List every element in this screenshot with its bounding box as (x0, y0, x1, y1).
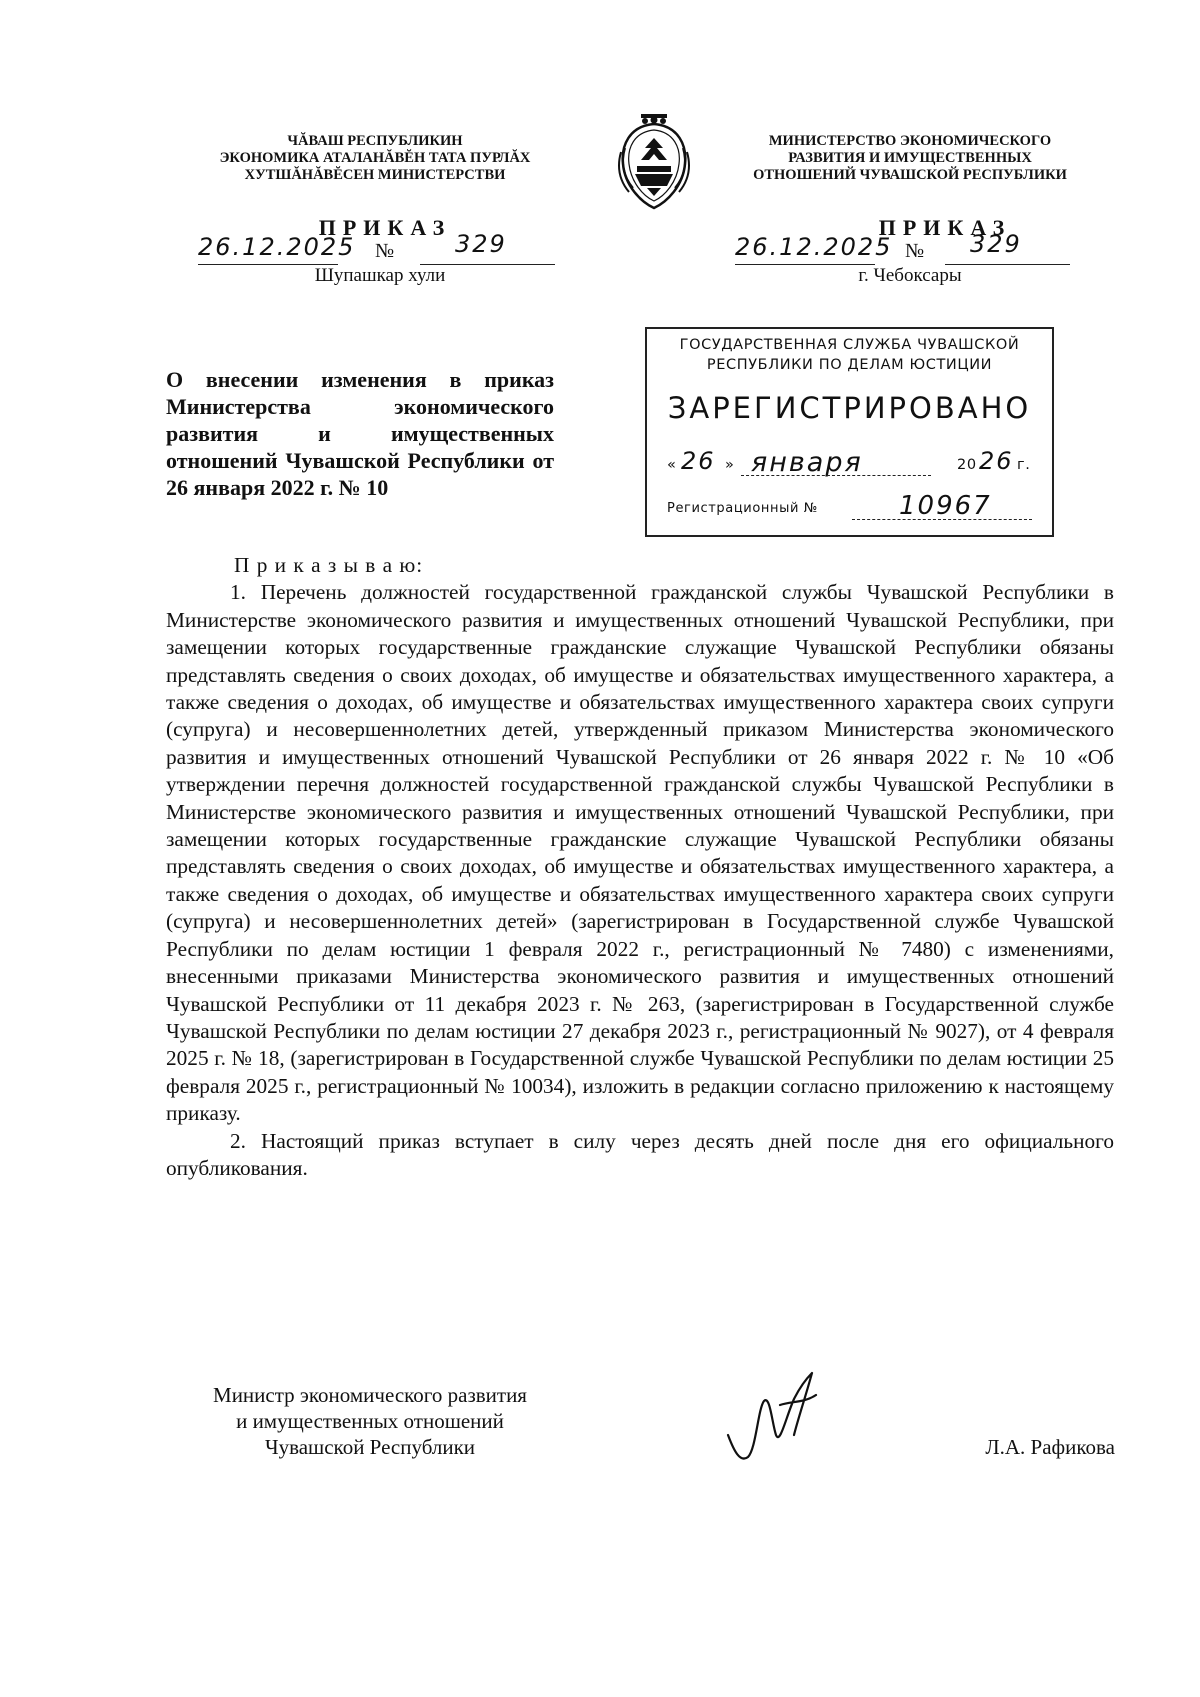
stamp-month-underline (741, 475, 931, 476)
document-title: О внесении изменения в приказ Министерства экономического развития и имущественных отношений Чувашской Республики от 26 января 2022 г. № 10 (166, 367, 554, 500)
order-number-left: 329 (455, 230, 507, 258)
stamp-year: 26 (979, 447, 1014, 475)
stamp-line-2: РЕСПУБЛИКИ ПО ДЕЛАМ ЮСТИЦИИ (706, 357, 993, 373)
header-left (190, 133, 560, 184)
stamp-reg-number: 10967 (899, 491, 992, 521)
header-right-line-2: РАЗВИТИЯ И ИМУЩЕСТВЕННЫХ (788, 150, 1032, 166)
stamp-status: ЗАРЕГИСТРИРОВАНО (667, 391, 1032, 425)
handwritten-signature (720, 1365, 840, 1475)
order-body (166, 552, 1114, 1182)
registration-stamp (645, 327, 1054, 537)
stamp-year-prefix: 20 (957, 457, 977, 473)
header-right-line-3: ОТНОШЕНИЙ ЧУВАШСКОЙ РЕСПУБЛИКИ (753, 167, 1067, 183)
order-city-left: Шупашкар хули (314, 265, 446, 286)
stamp-reg-label: Регистрационный № (667, 501, 818, 516)
stamp-year-suffix: г. (1017, 457, 1031, 473)
header-left-line-3: ХУТШĂНĂВĔСЕН МИНИСТЕРСТВИ (244, 167, 506, 183)
order-number-right: 329 (970, 230, 1022, 258)
stamp-reg-row (667, 491, 1037, 521)
signature-position-line-1: Министр экономического развития (213, 1383, 527, 1407)
signatory-name: Л.А. Рафикова (985, 1435, 1115, 1459)
order-number-sign-left: № (375, 240, 395, 262)
stamp-month: января (751, 447, 863, 478)
stamp-date-row (667, 447, 1037, 481)
order-paragraph-1: 1. Перечень должностей государственной гражданской службы Чувашской Республики в Министерстве экономического развития и имущественных отношений Чувашской Республики, при замещении которых государственные гражданские служащие Чувашской Республики обязаны представлять сведения о своих доходах, об имуществе и обязательствах имущественного характера, а также сведения о доходах, об имуществе и обязательствах имущественного характера своих супруги (супруга) и несовершеннолетних детей, утвержденный приказом Министерства экономического развития и имущественных отношений Чувашской Республики от 26 января 2022 г. № 10 «Об утверждении перечня должностей государственной гражданской службы Чувашской Республики в Министерстве экономического развития и имущественных отношений Чувашской Республики, при замещении которых государственные гражданские служащие Чувашской Республики обязаны представлять сведения о своих доходах, об имуществе и обязательствах имущественного характера, а также сведения о доходах, об имуществе и обязательствах имущественного характера своих супруги (супруга) и несовершеннолетних детей» (зарегистрирован в Государственной службе Чувашской Республики по делам юстиции 1 февраля 2022 г., регистрационный № 7480) с изменениями, внесенными приказами Министерства экономического развития и имущественных отношений Чувашской Республики от 11 декабря 2023 г. № 263, (зарегистрирован в Государственной службе Чувашской Республики по делам юстиции 27 декабря 2023 г., регистрационный № 9027), от 4 февраля 2025 г. № 18, (зарегистрирован в Государственной службе Чувашской Республики по делам юстиции 25 февраля 2025 г., регистрационный № 10034), изложить в редакции согласно приложению к настоящему приказу. (166, 580, 1114, 1126)
order-intro: П р и к а з ы в а ю: (234, 553, 424, 577)
stamp-day: 26 (681, 447, 716, 475)
order-city-right: г. Чебоксары (858, 265, 962, 286)
order-number-sign-right: № (905, 240, 925, 262)
header-left-line-2: ЭКОНОМИКА АТАЛАНĂВĔН ТАТА ПУРЛĂХ (219, 150, 531, 166)
stamp-quote-close: » (725, 457, 735, 473)
stamp-quote-open: « (667, 457, 677, 473)
header-right-line-1: МИНИСТЕРСТВО ЭКОНОМИЧЕСКОГО (768, 133, 1052, 149)
header-left-line-1: ЧĂВАШ РЕСПУБЛИКИН (287, 133, 463, 149)
order-date-right: 26.12.2025 (735, 233, 893, 261)
signature-position (160, 1382, 580, 1460)
order-label-left: ПРИКАЗ (318, 215, 452, 240)
chuvash-emblem-icon (615, 112, 693, 212)
signature-position-line-2: и имущественных отношений (236, 1409, 504, 1433)
order-paragraph-2: 2. Настоящий приказ вступает в силу через десять дней после дня его официального опубликования. (166, 1128, 1114, 1180)
order-label-right: ПРИКАЗ (878, 215, 1012, 240)
signature-position-line-3: Чувашской Республики (264, 1435, 476, 1459)
header-right (730, 133, 1090, 184)
stamp-reg-underline (852, 519, 1032, 520)
stamp-line-1: ГОСУДАРСТВЕННАЯ СЛУЖБА ЧУВАШСКОЙ (679, 337, 1020, 353)
order-date-left: 26.12.2025 (198, 233, 356, 261)
